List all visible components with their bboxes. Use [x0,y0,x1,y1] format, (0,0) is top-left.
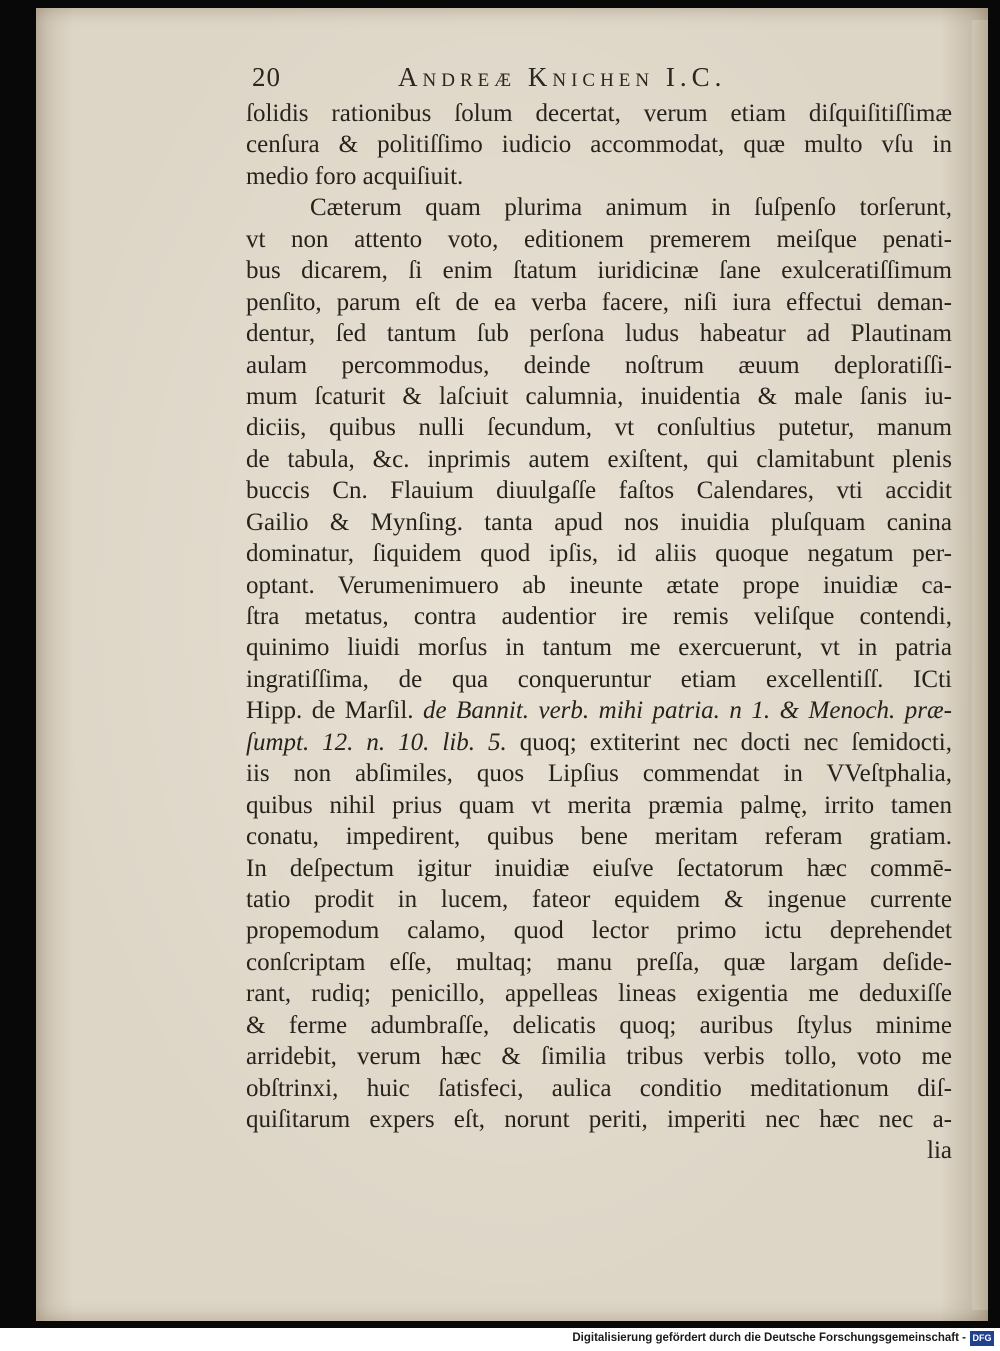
text-line: aulam percommodus, deinde noſtrum æuum deploratiſſi- [246,351,952,379]
text-line: quiſitarum expers eſt, norunt periti, imperiti nec hæc nec a- [246,1106,952,1133]
text-line: quibus nihil prius quam vt merita præmia palmę, irrito tamen [246,791,952,819]
dfg-logo-icon: DFG [970,1331,994,1346]
text-line: optant. Verumenimuero ab ineunte ætate prope inuidiæ ca- [246,571,952,599]
text-line: obſtrinxi, huic ſatisfeci, aulica conditio meditationum diſ- [246,1074,952,1102]
body-text [246,98,952,1167]
text-line: medio foro acquiſiuit. [246,162,464,190]
text-line: dentur, ſed tantum ſub perſona ludus habeatur ad Plautinam [246,320,952,348]
text-line: Gailio & Mynſing. tanta apud nos inuidia pluſquam canina [246,508,952,536]
text-line: diciis, quibus nulli ſecundum, vt conſultius putetur, manum [246,414,952,442]
text-line: arridebit, verum hæc & ſimilia tribus verbis tollo, voto me [246,1043,952,1071]
text-line: mum ſcaturit & laſciuit calumnia, inuidentia & male ſanis iu- [246,382,952,410]
text-line: bus dicarem, ſi enim ſtatum iuridicinæ ſane exulceratiſſimum [246,257,952,285]
text-line: ingratiſſima, de qua conqueruntur etiam excellentiſſ. ICti [246,665,952,693]
text-line: rant, rudiq; penicillo, appelleas lineas exigentia me deduxiſſe [246,980,952,1008]
footer-bar [0,1328,1000,1351]
text-line: In deſpectum igitur inuidiæ eiuſve ſectatorum hæc commē- [246,854,952,882]
text-line-with-citation [246,695,952,726]
page-number: 20 [252,62,281,92]
text-line: Cæterum quam plurima animum in ſuſpenſo torſerunt, [310,194,952,222]
text-line: conſcriptam eſſe, multaq; manu preſſa, quæ largam deſide- [246,948,952,976]
funding-notice: Digitalisierung gefördert durch die Deutsche Forschungsgemeinschaft - [572,1332,966,1344]
text-line: buccis Cn. Flauium diuulgaſſe faſtos Calendares, vti accidit [246,477,952,505]
text-line: penſito, parum eſt de ea verba facere, niſi iura effectui deman- [246,288,952,316]
page-edge [972,20,988,1310]
text-line: & ferme adumbraſſe, delicatis quoq; auribus ſtylus minime [246,1011,952,1039]
running-head [252,62,952,96]
text-line: propemodum calamo, quod lector primo ictu deprehendet [246,917,952,945]
text-line-with-citation [246,727,952,758]
text-line: tatio prodit in lucem, fateor equidem & ingenue currente [246,885,952,913]
citation-lead: Hipp. de Marſil. [246,697,414,725]
citation-italic: de Bannit. verb. mihi patria. n 1. & Menoch. præ- [423,697,952,725]
catchword: lia [927,1137,952,1165]
text-line: dominatur, ſiquidem quod ipſis, id aliis quoque negatum per- [246,540,952,568]
text-line: conatu, impedirent, quibus bene meritam referam gratiam. [246,823,952,851]
text-line: iis non abſimiles, quos Lipſius commendat in VVeſtphalia, [246,760,952,788]
citation-italic: ſumpt. 12. n. 10. lib. 5. [246,728,507,756]
text-line: vt non attento voto, editionem premerem meiſque penati- [246,225,952,253]
running-head-title: Andreæ Knichen I.C. [398,62,727,92]
text-line: ſtra metatus, contra audentior ire remis veliſque contendi, [246,603,952,630]
text-line: ſolidis rationibus ſolum decertat, verum etiam diſquiſitiſſimæ [246,100,952,127]
text-line: cenſura & politiſſimo iudicio accommodat, quæ multo vſu in [246,131,952,159]
text-line: de tabula, &c. inprimis autem exiſtent, qui clamitabunt plenis [246,445,952,473]
citation-tail: quoq; extiterint nec docti nec ſemidocti, [519,728,952,756]
text-line: quinimo liuidi morſus in tantum me exercuerunt, vt in patria [246,634,952,662]
